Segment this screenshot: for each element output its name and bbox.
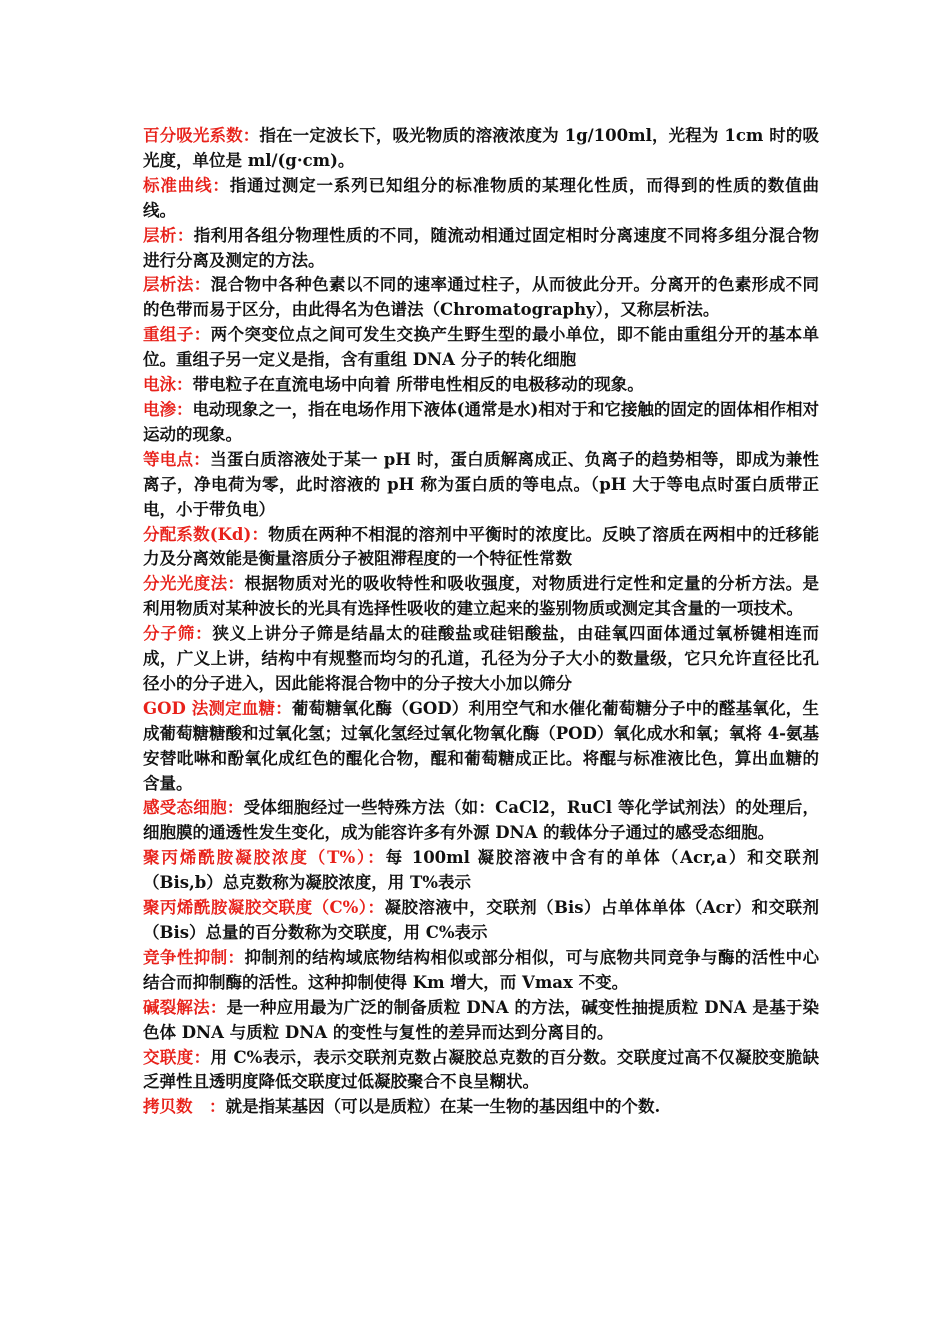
entry-term: 电泳： xyxy=(143,375,193,395)
entry-definition: 用 C%表示，表示交联剂克数占凝胶总克数的百分数。交联度过高不仅凝胶变脆缺乏弹性且透明度降低交联度过低凝胶聚合不良呈糊状。 xyxy=(143,1047,819,1092)
glossary-entry xyxy=(143,796,819,846)
entry-term: 百分吸光系数： xyxy=(143,126,260,145)
glossary-entry xyxy=(143,523,819,573)
entry-definition: 每 100ml 凝胶溶液中含有的单体（Acr,a）和交联剂（Bis,b）总克数称为凝胶浓度，用 T%表示 xyxy=(143,848,819,893)
entry-definition: 根据物质对光的吸收特性和吸收强度，对物质进行定性和定量的分析方法。是利用物质对某种波长的光具有选择性吸收的建立起来的鉴别物质或测定其含量的一项技术。 xyxy=(143,574,820,619)
entry-definition: 指通过测定一系列已知组分的标准物质的某理化性质，而得到的性质的数值曲线。 xyxy=(143,175,820,220)
glossary-entry xyxy=(143,622,819,697)
entry-term: 交联度： xyxy=(143,1047,211,1067)
glossary-entry xyxy=(143,946,819,996)
entry-term: 分光光度法： xyxy=(143,574,245,594)
entry-term: 聚丙烯酰胺凝胶浓度（T%）： xyxy=(143,848,386,868)
entry-term: 电渗： xyxy=(143,399,193,419)
entry-term: 重组子： xyxy=(143,325,211,345)
entry-definition: 凝胶溶液中，交联剂（Bis）占单体单体（Acr）和交联剂（Bis）总量的百分数称为交联度，用 C%表示 xyxy=(143,898,819,942)
glossary-entry xyxy=(143,697,819,797)
entry-definition: 葡萄糖氧化酶（GOD）利用空气和水催化葡萄糖分子中的醛基氧化，生成葡萄糖糖酸和过氧化氢；过氧化氢经过氧化物氧化酶（POD）氧化成水和氧；氧将 4-氨基安替吡啉和酚氧化成红色的醌化合物，醌和葡萄糖成正比。将醌与标准液比色，算出血糖的含量。 xyxy=(143,698,819,793)
glossary-document xyxy=(143,124,819,1120)
entry-definition: 是一种应用最为广泛的制备质粒 DNA 的方法，碱变性抽提质粒 DNA 是基于染色体 DNA 与质粒 DNA 的变性与复性的差异而达到分离目的。 xyxy=(143,997,819,1042)
entry-definition: 带电粒子在直流电场中向着 所带电性相反的电极移动的现象。 xyxy=(192,375,644,395)
entry-definition: 就是指某基因（可以是质粒）在某一生物的基因组中的个数. xyxy=(225,1097,661,1117)
glossary-entry xyxy=(143,398,819,448)
entry-term: 层析法： xyxy=(143,275,211,295)
entry-term: 拷贝数 ： xyxy=(143,1097,226,1117)
entry-term: 层析： xyxy=(143,225,194,245)
glossary-entry xyxy=(143,174,819,224)
glossary-entry xyxy=(143,273,819,323)
entry-definition: 电动现象之一，指在电场作用下液体(通常是水)相对于和它接触的固定的固体相作相对运动的现象。 xyxy=(143,399,819,444)
entry-term: 等电点： xyxy=(143,449,211,469)
entry-definition: 当蛋白质溶液处于某一 pH 时，蛋白质解离成正、负离子的趋势相等，即成为兼性离子，净电荷为零，此时溶液的 pH 称为蛋白质的等电点。（pH 大于等电点时蛋白质带正电，小于带负电） xyxy=(143,449,820,519)
glossary-entry xyxy=(143,224,819,274)
entry-term: 竞争性抑制： xyxy=(143,947,245,967)
glossary-entry xyxy=(143,572,819,622)
entry-term: 碱裂解法： xyxy=(143,997,227,1017)
entry-definition: 混合物中各种色素以不同的速率通过柱子，从而彼此分开。分离开的色素形成不同的色带而易于区分，由此得名为色谱法（Chromatography），又称层析法。 xyxy=(143,275,820,320)
entry-definition: 两个突变位点之间可发生交换产生野生型的最小单位，即不能由重组分开的基本单位。重组子另一定义是指，含有重组 DNA 分子的转化细胞 xyxy=(143,325,820,370)
entry-definition: 抑制剂的结构域底物结构相似或部分相似，可与底物共同竞争与酶的活性中心结合而抑制酶的活性。这种抑制使得 Km 增大，而 Vmax 不变。 xyxy=(143,947,820,992)
entry-term: 分配系数(Kd)： xyxy=(143,524,269,544)
entry-definition: 狭义上讲分子筛是结晶太的硅酸盐或硅铝酸盐，由硅氧四面体通过氧桥键相连而成，广义上讲，结构中有规整而均匀的孔道，孔径为分子大小的数量级，它只允许直径比孔径小的分子进入，因此能将混合物中的分子按大小加以筛分 xyxy=(143,624,820,693)
entry-term: 标准曲线： xyxy=(143,175,230,195)
entry-definition: 指在一定波长下，吸光物质的溶液浓度为 1g/100ml，光程为 1cm 时的吸光度，单位是 ml/(g·cm)。 xyxy=(143,126,820,170)
glossary-entry xyxy=(143,1095,819,1120)
entry-definition: 物质在两种不相混的溶剂中平衡时的浓度比。反映了溶质在两相中的迁移能力及分离效能是衡量溶质分子被阻滞程度的一个特征性常数 xyxy=(143,524,820,569)
entry-term: 感受态细胞： xyxy=(143,798,244,818)
glossary-entry xyxy=(143,124,819,174)
entry-definition: 受体细胞经过一些特殊方法（如：CaCl2，RuCl 等化学试剂法）的处理后，细胞膜的通透性发生变化，成为能容许多有外源 DNA 的载体分子通过的感受态细胞。 xyxy=(143,798,820,843)
glossary-entry xyxy=(143,846,819,896)
glossary-entry xyxy=(143,323,819,373)
glossary-entry xyxy=(143,996,819,1046)
glossary-entry xyxy=(143,896,819,946)
entry-term: 分子筛： xyxy=(143,624,213,644)
entry-definition: 指利用各组分物理性质的不同，随流动相通过固定相时分离速度不同将多组分混合物进行分离及测定的方法。 xyxy=(143,225,820,270)
glossary-entry xyxy=(143,448,819,523)
entry-term: 聚丙烯酰胺凝胶交联度（C%）： xyxy=(143,898,385,918)
glossary-entry xyxy=(143,373,819,398)
glossary-entry xyxy=(143,1046,819,1096)
entry-term: GOD 法测定血糖： xyxy=(143,698,292,718)
